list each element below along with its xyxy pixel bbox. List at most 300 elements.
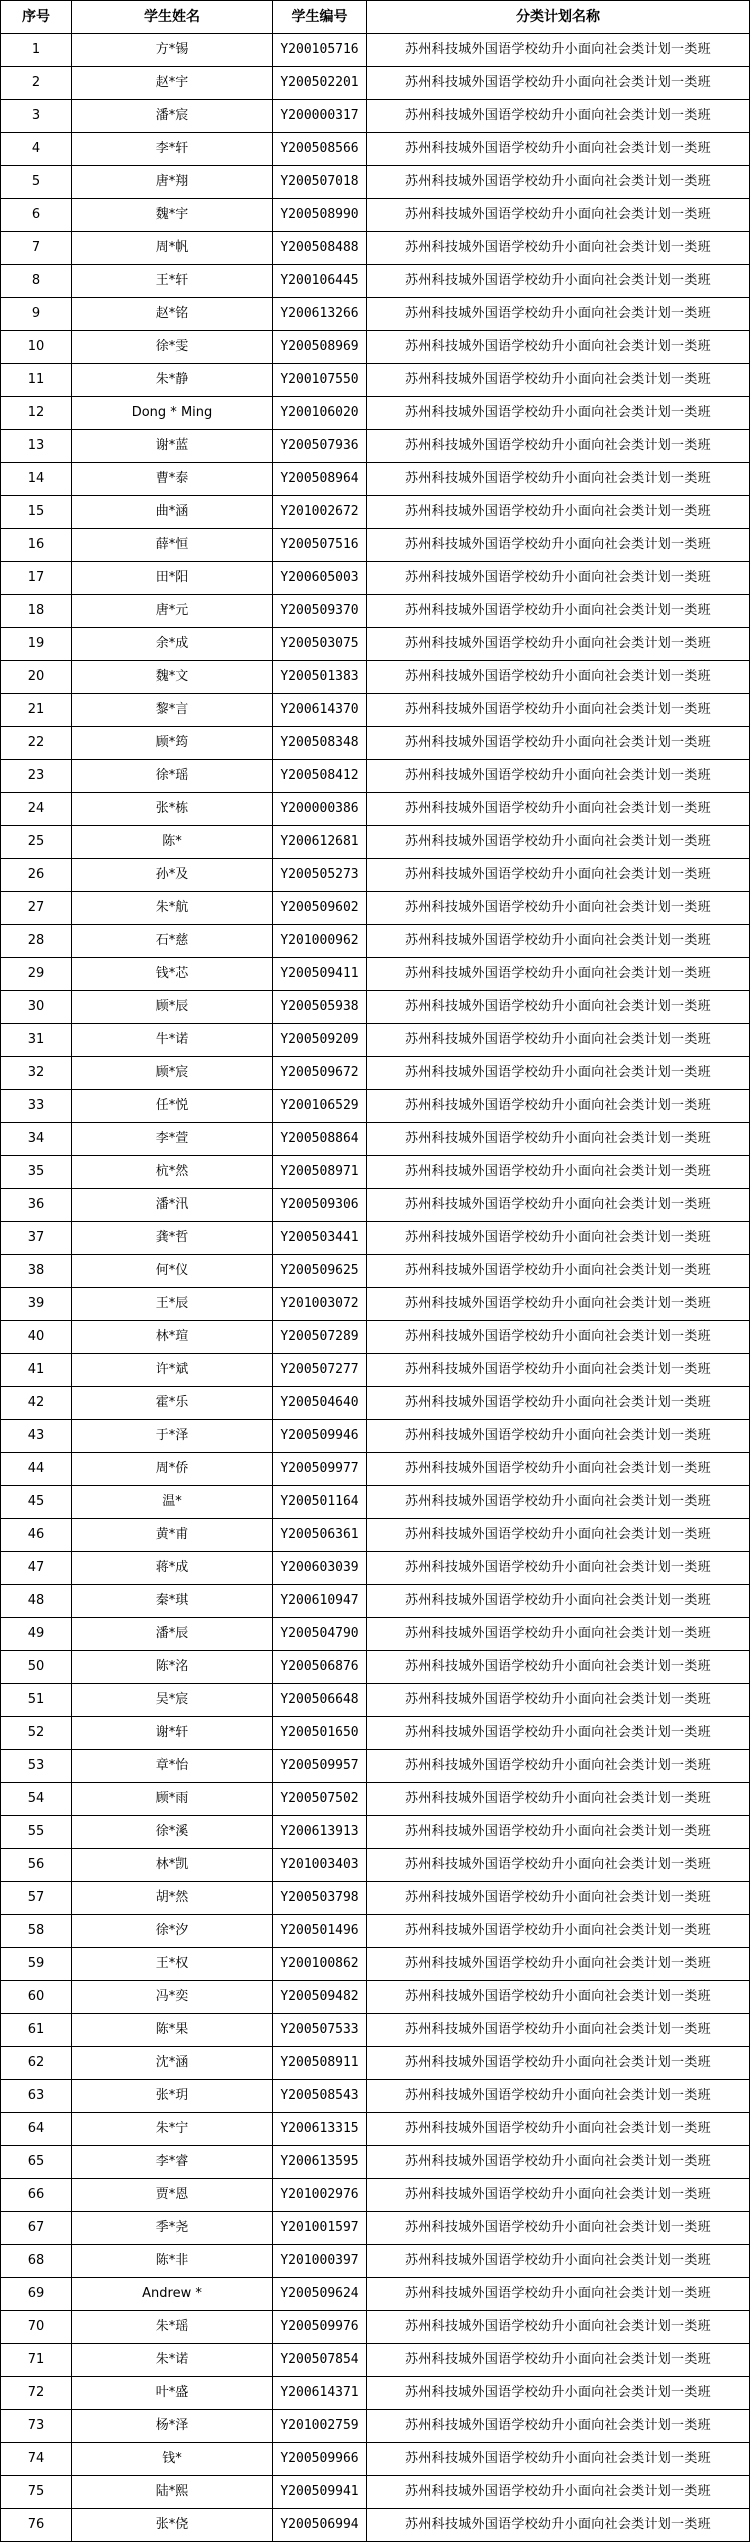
cell-serial-number: 23 <box>1 760 72 793</box>
cell-student-name: 石*慈 <box>72 925 273 958</box>
cell-serial-number: 41 <box>1 1354 72 1387</box>
cell-student-name: 杭*然 <box>72 1156 273 1189</box>
cell-serial-number: 71 <box>1 2344 72 2377</box>
cell-student-name: 田*阳 <box>72 562 273 595</box>
cell-student-name: 于*泽 <box>72 1420 273 1453</box>
cell-plan-name: 苏州科技城外国语学校幼升小面向社会类计划一类班 <box>367 2278 750 2311</box>
cell-student-name: 李*轩 <box>72 133 273 166</box>
cell-student-id: Y200509946 <box>273 1420 367 1453</box>
cell-plan-name: 苏州科技城外国语学校幼升小面向社会类计划一类班 <box>367 463 750 496</box>
cell-serial-number: 1 <box>1 34 72 67</box>
cell-student-id: Y200503798 <box>273 1882 367 1915</box>
table-row <box>1 661 750 694</box>
cell-student-name: 顾*辰 <box>72 991 273 1024</box>
cell-serial-number: 9 <box>1 298 72 331</box>
cell-serial-number: 39 <box>1 1288 72 1321</box>
cell-serial-number: 19 <box>1 628 72 661</box>
cell-student-name: 温* <box>72 1486 273 1519</box>
cell-student-id: Y200507854 <box>273 2344 367 2377</box>
table-row <box>1 34 750 67</box>
table-row <box>1 2476 750 2509</box>
cell-student-name: 朱*诺 <box>72 2344 273 2377</box>
table-row <box>1 1288 750 1321</box>
table-row <box>1 496 750 529</box>
cell-student-id: Y200612681 <box>273 826 367 859</box>
cell-serial-number: 69 <box>1 2278 72 2311</box>
cell-student-id: Y201003403 <box>273 1849 367 1882</box>
cell-plan-name: 苏州科技城外国语学校幼升小面向社会类计划一类班 <box>367 496 750 529</box>
cell-student-name: 徐*瑶 <box>72 760 273 793</box>
cell-student-name: 朱*静 <box>72 364 273 397</box>
cell-student-id: Y200505938 <box>273 991 367 1024</box>
cell-plan-name: 苏州科技城外国语学校幼升小面向社会类计划一类班 <box>367 397 750 430</box>
cell-student-id: Y200508348 <box>273 727 367 760</box>
cell-student-name: 林*瑄 <box>72 1321 273 1354</box>
cell-serial-number: 75 <box>1 2476 72 2509</box>
cell-serial-number: 25 <box>1 826 72 859</box>
cell-student-name: 顾*雨 <box>72 1783 273 1816</box>
cell-student-id: Y200509672 <box>273 1057 367 1090</box>
cell-student-id: Y200508543 <box>273 2080 367 2113</box>
cell-plan-name: 苏州科技城外国语学校幼升小面向社会类计划一类班 <box>367 2245 750 2278</box>
table-row <box>1 991 750 1024</box>
cell-serial-number: 10 <box>1 331 72 364</box>
cell-serial-number: 61 <box>1 2014 72 2047</box>
cell-plan-name: 苏州科技城外国语学校幼升小面向社会类计划一类班 <box>367 925 750 958</box>
table-row <box>1 727 750 760</box>
cell-serial-number: 13 <box>1 430 72 463</box>
table-row <box>1 1486 750 1519</box>
cell-student-id: Y200509976 <box>273 2311 367 2344</box>
cell-student-id: Y200509411 <box>273 958 367 991</box>
cell-plan-name: 苏州科技城外国语学校幼升小面向社会类计划一类班 <box>367 2212 750 2245</box>
cell-serial-number: 32 <box>1 1057 72 1090</box>
cell-student-name: 谢*轩 <box>72 1717 273 1750</box>
cell-student-id: Y200509624 <box>273 2278 367 2311</box>
cell-student-id: Y201002759 <box>273 2410 367 2443</box>
cell-plan-name: 苏州科技城外国语学校幼升小面向社会类计划一类班 <box>367 1222 750 1255</box>
table-row <box>1 100 750 133</box>
cell-plan-name: 苏州科技城外国语学校幼升小面向社会类计划一类班 <box>367 958 750 991</box>
cell-student-name: 李*睿 <box>72 2146 273 2179</box>
table-row <box>1 2212 750 2245</box>
table-row <box>1 1948 750 1981</box>
cell-student-id: Y200501164 <box>273 1486 367 1519</box>
table-row <box>1 2278 750 2311</box>
cell-serial-number: 63 <box>1 2080 72 2113</box>
cell-student-id: Y200506361 <box>273 1519 367 1552</box>
cell-student-id: Y200508964 <box>273 463 367 496</box>
cell-student-id: Y200506994 <box>273 2509 367 2542</box>
cell-student-id: Y200613315 <box>273 2113 367 2146</box>
cell-plan-name: 苏州科技城外国语学校幼升小面向社会类计划一类班 <box>367 166 750 199</box>
cell-plan-name: 苏州科技城外国语学校幼升小面向社会类计划一类班 <box>367 760 750 793</box>
cell-student-name: 唐*元 <box>72 595 273 628</box>
table-row <box>1 1915 750 1948</box>
table-row <box>1 2113 750 2146</box>
cell-plan-name: 苏州科技城外国语学校幼升小面向社会类计划一类班 <box>367 2443 750 2476</box>
cell-plan-name: 苏州科技城外国语学校幼升小面向社会类计划一类班 <box>367 562 750 595</box>
cell-student-id: Y201001597 <box>273 2212 367 2245</box>
cell-student-id: Y200605003 <box>273 562 367 595</box>
cell-student-name: 潘*辰 <box>72 1618 273 1651</box>
cell-plan-name: 苏州科技城外国语学校幼升小面向社会类计划一类班 <box>367 34 750 67</box>
cell-student-name: 朱*航 <box>72 892 273 925</box>
table-row <box>1 2146 750 2179</box>
cell-plan-name: 苏州科技城外国语学校幼升小面向社会类计划一类班 <box>367 1882 750 1915</box>
cell-plan-name: 苏州科技城外国语学校幼升小面向社会类计划一类班 <box>367 2146 750 2179</box>
cell-serial-number: 35 <box>1 1156 72 1189</box>
cell-serial-number: 53 <box>1 1750 72 1783</box>
cell-student-name: 徐*溪 <box>72 1816 273 1849</box>
cell-plan-name: 苏州科技城外国语学校幼升小面向社会类计划一类班 <box>367 2344 750 2377</box>
cell-student-id: Y200508969 <box>273 331 367 364</box>
cell-student-name: 谢*蓝 <box>72 430 273 463</box>
table-row <box>1 958 750 991</box>
cell-plan-name: 苏州科技城外国语学校幼升小面向社会类计划一类班 <box>367 892 750 925</box>
cell-student-name: 魏*宇 <box>72 199 273 232</box>
cell-student-id: Y200509482 <box>273 1981 367 2014</box>
table-row <box>1 1552 750 1585</box>
cell-student-name: 曲*涵 <box>72 496 273 529</box>
cell-student-id: Y200502201 <box>273 67 367 100</box>
cell-serial-number: 14 <box>1 463 72 496</box>
cell-student-name: 秦*琪 <box>72 1585 273 1618</box>
cell-serial-number: 72 <box>1 2377 72 2410</box>
cell-serial-number: 54 <box>1 1783 72 1816</box>
cell-student-id: Y200508971 <box>273 1156 367 1189</box>
cell-plan-name: 苏州科技城外国语学校幼升小面向社会类计划一类班 <box>367 1288 750 1321</box>
cell-student-name: 蒋*成 <box>72 1552 273 1585</box>
cell-plan-name: 苏州科技城外国语学校幼升小面向社会类计划一类班 <box>367 133 750 166</box>
cell-serial-number: 31 <box>1 1024 72 1057</box>
table-row <box>1 1354 750 1387</box>
cell-plan-name: 苏州科技城外国语学校幼升小面向社会类计划一类班 <box>367 2410 750 2443</box>
cell-plan-name: 苏州科技城外国语学校幼升小面向社会类计划一类班 <box>367 1189 750 1222</box>
table-row <box>1 1255 750 1288</box>
cell-serial-number: 5 <box>1 166 72 199</box>
table-row <box>1 2377 750 2410</box>
cell-serial-number: 12 <box>1 397 72 430</box>
table-row <box>1 1882 750 1915</box>
cell-student-id: Y200509966 <box>273 2443 367 2476</box>
cell-student-id: Y201002976 <box>273 2179 367 2212</box>
cell-serial-number: 49 <box>1 1618 72 1651</box>
cell-student-name: Dong * Ming <box>72 397 273 430</box>
cell-student-id: Y200507502 <box>273 1783 367 1816</box>
cell-serial-number: 18 <box>1 595 72 628</box>
cell-student-name: 龚*哲 <box>72 1222 273 1255</box>
cell-student-id: Y200105716 <box>273 34 367 67</box>
table-row <box>1 298 750 331</box>
cell-student-name: 章*怡 <box>72 1750 273 1783</box>
cell-serial-number: 68 <box>1 2245 72 2278</box>
cell-serial-number: 26 <box>1 859 72 892</box>
cell-plan-name: 苏州科技城外国语学校幼升小面向社会类计划一类班 <box>367 1816 750 1849</box>
cell-plan-name: 苏州科技城外国语学校幼升小面向社会类计划一类班 <box>367 2113 750 2146</box>
cell-plan-name: 苏州科技城外国语学校幼升小面向社会类计划一类班 <box>367 1387 750 1420</box>
cell-plan-name: 苏州科技城外国语学校幼升小面向社会类计划一类班 <box>367 1915 750 1948</box>
table-row <box>1 166 750 199</box>
table-row <box>1 265 750 298</box>
cell-plan-name: 苏州科技城外国语学校幼升小面向社会类计划一类班 <box>367 1321 750 1354</box>
cell-student-id: Y200100862 <box>273 1948 367 1981</box>
cell-serial-number: 3 <box>1 100 72 133</box>
cell-plan-name: 苏州科技城外国语学校幼升小面向社会类计划一类班 <box>367 2377 750 2410</box>
cell-student-name: 唐*翔 <box>72 166 273 199</box>
table-row <box>1 2410 750 2443</box>
table-row <box>1 1618 750 1651</box>
table-row <box>1 1684 750 1717</box>
cell-serial-number: 11 <box>1 364 72 397</box>
cell-plan-name: 苏州科技城外国语学校幼升小面向社会类计划一类班 <box>367 1255 750 1288</box>
cell-serial-number: 2 <box>1 67 72 100</box>
table-row <box>1 1783 750 1816</box>
cell-student-id: Y200508990 <box>273 199 367 232</box>
cell-student-name: 王*轩 <box>72 265 273 298</box>
cell-plan-name: 苏州科技城外国语学校幼升小面向社会类计划一类班 <box>367 1156 750 1189</box>
cell-serial-number: 43 <box>1 1420 72 1453</box>
cell-student-name: 牛*诺 <box>72 1024 273 1057</box>
cell-plan-name: 苏州科技城外国语学校幼升小面向社会类计划一类班 <box>367 661 750 694</box>
header-row <box>1 1 750 34</box>
cell-student-id: Y200509602 <box>273 892 367 925</box>
cell-plan-name: 苏州科技城外国语学校幼升小面向社会类计划一类班 <box>367 1057 750 1090</box>
cell-student-name: 周*侨 <box>72 1453 273 1486</box>
table-row <box>1 2179 750 2212</box>
cell-plan-name: 苏州科技城外国语学校幼升小面向社会类计划一类班 <box>367 298 750 331</box>
table-row <box>1 1651 750 1684</box>
table-row <box>1 562 750 595</box>
cell-student-name: 徐*汐 <box>72 1915 273 1948</box>
table-row <box>1 1123 750 1156</box>
cell-plan-name: 苏州科技城外国语学校幼升小面向社会类计划一类班 <box>367 2080 750 2113</box>
cell-serial-number: 34 <box>1 1123 72 1156</box>
table-body <box>1 34 750 2542</box>
cell-student-name: 孙*及 <box>72 859 273 892</box>
table-row <box>1 1816 750 1849</box>
table-row <box>1 2509 750 2542</box>
cell-serial-number: 20 <box>1 661 72 694</box>
cell-plan-name: 苏州科技城外国语学校幼升小面向社会类计划一类班 <box>367 793 750 826</box>
cell-student-name: 胡*然 <box>72 1882 273 1915</box>
cell-student-name: 杨*泽 <box>72 2410 273 2443</box>
table-row <box>1 628 750 661</box>
table-row <box>1 364 750 397</box>
cell-serial-number: 44 <box>1 1453 72 1486</box>
cell-plan-name: 苏州科技城外国语学校幼升小面向社会类计划一类班 <box>367 265 750 298</box>
cell-serial-number: 48 <box>1 1585 72 1618</box>
cell-serial-number: 52 <box>1 1717 72 1750</box>
cell-student-name: 赵*宇 <box>72 67 273 100</box>
cell-serial-number: 21 <box>1 694 72 727</box>
cell-plan-name: 苏州科技城外国语学校幼升小面向社会类计划一类班 <box>367 331 750 364</box>
cell-student-name: 黄*甫 <box>72 1519 273 1552</box>
cell-student-id: Y200503441 <box>273 1222 367 1255</box>
cell-student-id: Y200509957 <box>273 1750 367 1783</box>
table-row <box>1 1189 750 1222</box>
cell-student-id: Y200509941 <box>273 2476 367 2509</box>
cell-student-name: 朱*瑶 <box>72 2311 273 2344</box>
cell-student-id: Y201002672 <box>273 496 367 529</box>
cell-student-id: Y200507516 <box>273 529 367 562</box>
table-header <box>1 1 750 34</box>
cell-plan-name: 苏州科技城外国语学校幼升小面向社会类计划一类班 <box>367 1354 750 1387</box>
cell-serial-number: 38 <box>1 1255 72 1288</box>
cell-plan-name: 苏州科技城外国语学校幼升小面向社会类计划一类班 <box>367 1420 750 1453</box>
cell-serial-number: 27 <box>1 892 72 925</box>
cell-student-name: 何*仪 <box>72 1255 273 1288</box>
cell-plan-name: 苏州科技城外国语学校幼升小面向社会类计划一类班 <box>367 100 750 133</box>
cell-student-name: 陈* <box>72 826 273 859</box>
cell-student-id: Y200509625 <box>273 1255 367 1288</box>
cell-serial-number: 4 <box>1 133 72 166</box>
table-row <box>1 2311 750 2344</box>
cell-student-name: 任*悦 <box>72 1090 273 1123</box>
cell-student-name: 陆*熙 <box>72 2476 273 2509</box>
cell-student-name: 许*斌 <box>72 1354 273 1387</box>
cell-serial-number: 40 <box>1 1321 72 1354</box>
cell-plan-name: 苏州科技城外国语学校幼升小面向社会类计划一类班 <box>367 2014 750 2047</box>
cell-student-id: Y201003072 <box>273 1288 367 1321</box>
cell-plan-name: 苏州科技城外国语学校幼升小面向社会类计划一类班 <box>367 2476 750 2509</box>
cell-serial-number: 16 <box>1 529 72 562</box>
cell-plan-name: 苏州科技城外国语学校幼升小面向社会类计划一类班 <box>367 1618 750 1651</box>
cell-student-name: 潘*宸 <box>72 100 273 133</box>
cell-student-id: Y200508412 <box>273 760 367 793</box>
cell-plan-name: 苏州科技城外国语学校幼升小面向社会类计划一类班 <box>367 67 750 100</box>
table-row <box>1 1585 750 1618</box>
cell-serial-number: 8 <box>1 265 72 298</box>
cell-student-id: Y200507936 <box>273 430 367 463</box>
cell-serial-number: 74 <box>1 2443 72 2476</box>
cell-student-id: Y200509209 <box>273 1024 367 1057</box>
cell-student-name: 余*成 <box>72 628 273 661</box>
cell-serial-number: 36 <box>1 1189 72 1222</box>
cell-student-name: 陈*果 <box>72 2014 273 2047</box>
table-row <box>1 2014 750 2047</box>
cell-serial-number: 64 <box>1 2113 72 2146</box>
table-row <box>1 1420 750 1453</box>
cell-student-name: 钱*芯 <box>72 958 273 991</box>
table-row <box>1 595 750 628</box>
table-row <box>1 1057 750 1090</box>
table-row <box>1 826 750 859</box>
cell-student-id: Y200504640 <box>273 1387 367 1420</box>
table-row <box>1 1024 750 1057</box>
cell-plan-name: 苏州科技城外国语学校幼升小面向社会类计划一类班 <box>367 1651 750 1684</box>
cell-student-id: Y200106445 <box>273 265 367 298</box>
cell-serial-number: 37 <box>1 1222 72 1255</box>
table-row <box>1 133 750 166</box>
table-row <box>1 2443 750 2476</box>
cell-student-name: 王*辰 <box>72 1288 273 1321</box>
cell-student-id: Y200505273 <box>273 859 367 892</box>
cell-plan-name: 苏州科技城外国语学校幼升小面向社会类计划一类班 <box>367 2509 750 2542</box>
table-row <box>1 1981 750 2014</box>
table-row <box>1 67 750 100</box>
cell-student-name: 贾*恩 <box>72 2179 273 2212</box>
cell-student-name: 顾*筠 <box>72 727 273 760</box>
cell-student-name: 张*玥 <box>72 2080 273 2113</box>
cell-serial-number: 45 <box>1 1486 72 1519</box>
cell-student-id: Y200000386 <box>273 793 367 826</box>
cell-plan-name: 苏州科技城外国语学校幼升小面向社会类计划一类班 <box>367 727 750 760</box>
cell-student-name: 冯*奕 <box>72 1981 273 2014</box>
cell-plan-name: 苏州科技城外国语学校幼升小面向社会类计划一类班 <box>367 1750 750 1783</box>
cell-student-id: Y200508911 <box>273 2047 367 2080</box>
cell-student-name: 魏*文 <box>72 661 273 694</box>
cell-serial-number: 15 <box>1 496 72 529</box>
cell-serial-number: 33 <box>1 1090 72 1123</box>
cell-plan-name: 苏州科技城外国语学校幼升小面向社会类计划一类班 <box>367 1123 750 1156</box>
cell-student-id: Y201000962 <box>273 925 367 958</box>
cell-plan-name: 苏州科技城外国语学校幼升小面向社会类计划一类班 <box>367 826 750 859</box>
cell-student-id: Y200509306 <box>273 1189 367 1222</box>
cell-serial-number: 65 <box>1 2146 72 2179</box>
cell-student-name: 张*栋 <box>72 793 273 826</box>
table-row <box>1 760 750 793</box>
cell-student-name: 潘*汛 <box>72 1189 273 1222</box>
cell-student-id: Y201000397 <box>273 2245 367 2278</box>
cell-serial-number: 17 <box>1 562 72 595</box>
table-row <box>1 1321 750 1354</box>
cell-serial-number: 56 <box>1 1849 72 1882</box>
cell-student-name: 陈*洺 <box>72 1651 273 1684</box>
cell-plan-name: 苏州科技城外国语学校幼升小面向社会类计划一类班 <box>367 364 750 397</box>
cell-plan-name: 苏州科技城外国语学校幼升小面向社会类计划一类班 <box>367 529 750 562</box>
cell-student-id: Y200507533 <box>273 2014 367 2047</box>
table-row <box>1 793 750 826</box>
cell-student-name: 叶*盛 <box>72 2377 273 2410</box>
table-row <box>1 1156 750 1189</box>
cell-student-id: Y200507289 <box>273 1321 367 1354</box>
cell-student-id: Y200501383 <box>273 661 367 694</box>
table-row <box>1 1750 750 1783</box>
table-row <box>1 2080 750 2113</box>
table-row <box>1 2245 750 2278</box>
cell-serial-number: 46 <box>1 1519 72 1552</box>
cell-student-name: 朱*宁 <box>72 2113 273 2146</box>
cell-plan-name: 苏州科技城外国语学校幼升小面向社会类计划一类班 <box>367 1684 750 1717</box>
cell-serial-number: 29 <box>1 958 72 991</box>
table-row <box>1 232 750 265</box>
cell-serial-number: 55 <box>1 1816 72 1849</box>
table-row <box>1 2047 750 2080</box>
cell-serial-number: 62 <box>1 2047 72 2080</box>
cell-serial-number: 47 <box>1 1552 72 1585</box>
cell-plan-name: 苏州科技城外国语学校幼升小面向社会类计划一类班 <box>367 1585 750 1618</box>
table-row <box>1 1222 750 1255</box>
table-row <box>1 1519 750 1552</box>
table-row <box>1 892 750 925</box>
cell-serial-number: 66 <box>1 2179 72 2212</box>
cell-student-id: Y200508488 <box>273 232 367 265</box>
cell-student-name: 沈*涵 <box>72 2047 273 2080</box>
cell-serial-number: 57 <box>1 1882 72 1915</box>
header-serial-number: 序号 <box>1 1 72 34</box>
cell-plan-name: 苏州科技城外国语学校幼升小面向社会类计划一类班 <box>367 1090 750 1123</box>
cell-student-name: 张*侥 <box>72 2509 273 2542</box>
table-row <box>1 397 750 430</box>
cell-serial-number: 73 <box>1 2410 72 2443</box>
table-row <box>1 331 750 364</box>
cell-serial-number: 58 <box>1 1915 72 1948</box>
cell-plan-name: 苏州科技城外国语学校幼升小面向社会类计划一类班 <box>367 1981 750 2014</box>
cell-student-name: 王*权 <box>72 1948 273 1981</box>
cell-plan-name: 苏州科技城外国语学校幼升小面向社会类计划一类班 <box>367 2311 750 2344</box>
cell-student-id: Y200613913 <box>273 1816 367 1849</box>
